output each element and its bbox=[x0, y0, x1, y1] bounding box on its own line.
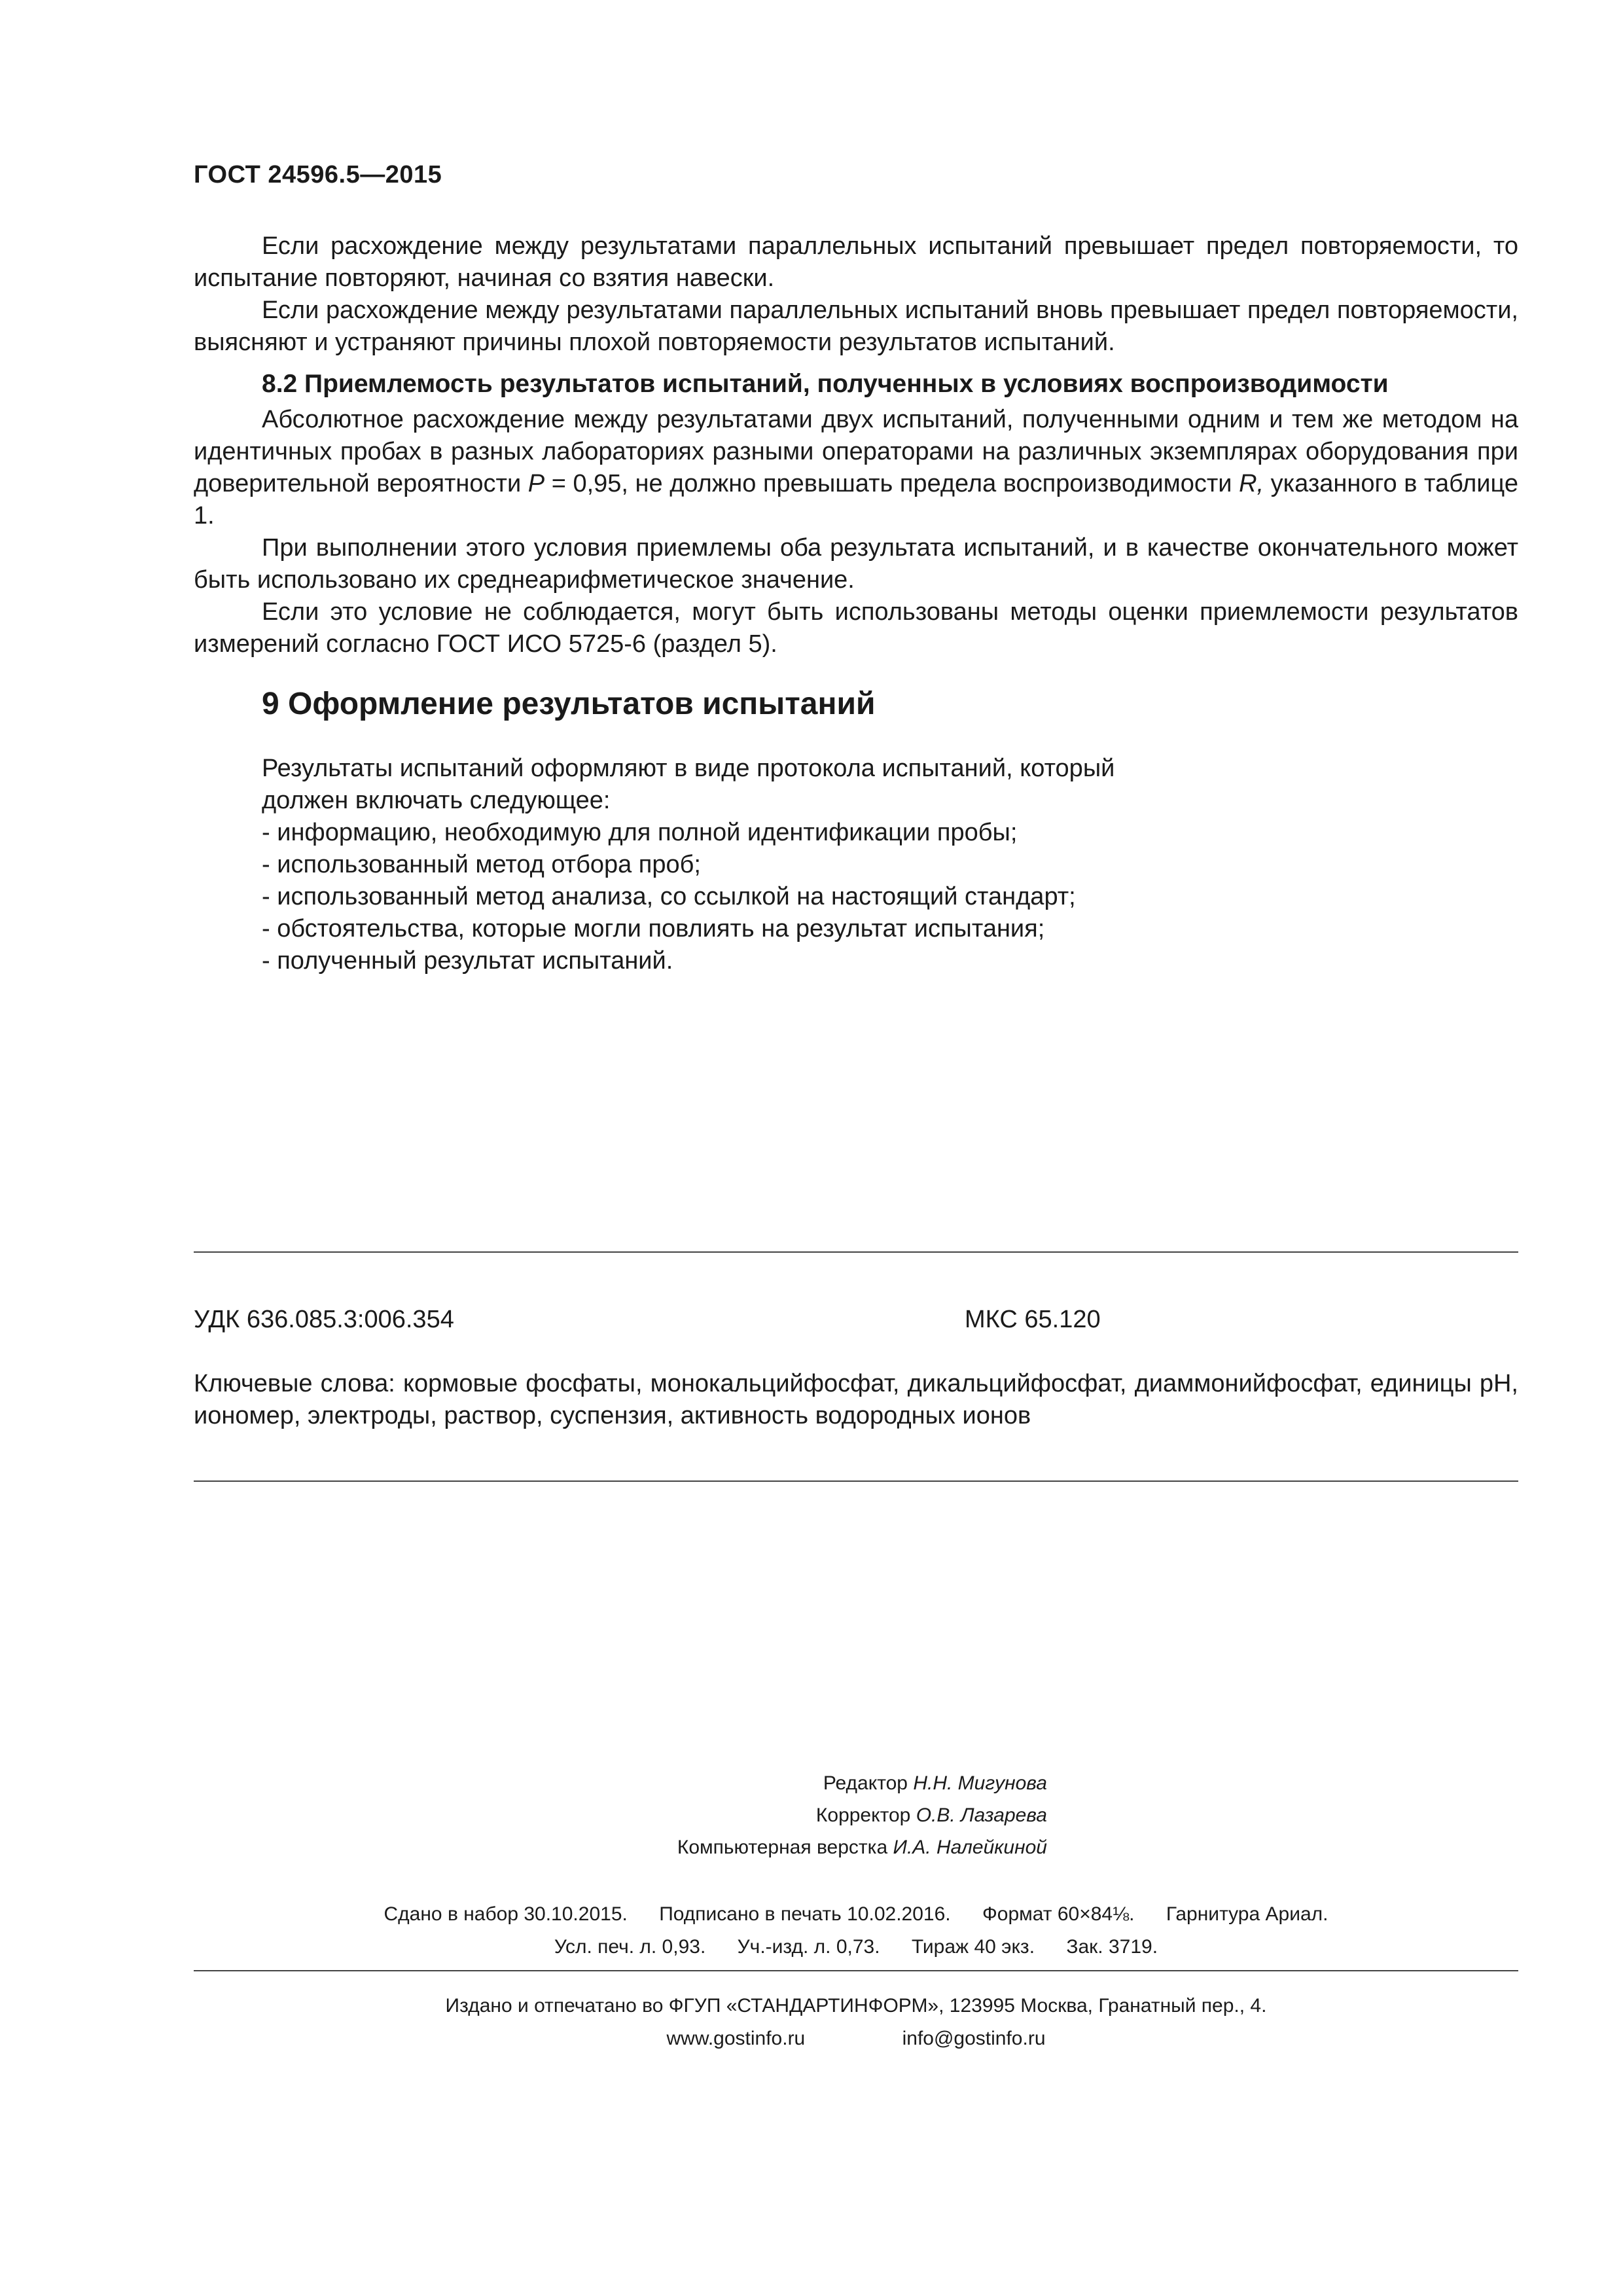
list-item: - использованный метод анализа, со ссылкой на настоящий стандарт; bbox=[262, 883, 1076, 910]
body-text bbox=[194, 230, 1518, 660]
credit-editor-name: Н.Н. Мигунова bbox=[913, 1772, 1047, 1794]
print-info bbox=[194, 1898, 1518, 1964]
publisher-line: Издано и отпечатано во ФГУП «СТАНДАРТИНФОРМ», 123995 Москва, Гранатный пер., 4. bbox=[445, 1995, 1267, 2017]
divider-top bbox=[194, 1251, 1518, 1253]
paragraph-reproducibility-part-a: Абсолютное расхождение между результатами двух испытаний, полученными одним и тем же методом на идентичных пробах в разных лабораториях разными операторами на различных экземплярах оборудования при доверительной вероятности bbox=[194, 406, 1518, 497]
email-link[interactable]: info@gostinfo.ru bbox=[902, 2028, 1046, 2049]
credit-editor bbox=[641, 1767, 1047, 1799]
section-9-content bbox=[262, 753, 1309, 977]
edition-sheets: Уч.-изд. л. 0,73. bbox=[737, 1936, 880, 1958]
paragraph-repeatability-2: Если расхождение между результатами параллельных испытаний вновь превышает предел повторяемости, выясняют и устраняют причины плохой повторяемости результатов испытаний. bbox=[194, 296, 1518, 356]
list-item: - полученный результат испытаний. bbox=[262, 947, 673, 975]
section-9-title: 9 Оформление результатов испытаний bbox=[262, 687, 876, 721]
variable-p: P bbox=[527, 470, 545, 497]
mks-code: МКС 65.120 bbox=[965, 1306, 1101, 1333]
typeface: Гарнитура Ариал. bbox=[1166, 1903, 1329, 1925]
paragraph-reproducibility-part-b: = 0,95, не должно превышать предела воспроизводимости bbox=[544, 470, 1240, 497]
divider-middle bbox=[194, 1480, 1518, 1482]
credit-layout bbox=[641, 1831, 1047, 1863]
credit-editor-label: Редактор bbox=[823, 1772, 908, 1794]
section-9-line: должен включать следующее: bbox=[262, 787, 611, 814]
credit-corrector-name: О.В. Лазарева bbox=[916, 1804, 1047, 1826]
keywords: Ключевые слова: кормовые фосфаты, монокальцийфосфат, дикальцийфосфат, диаммонийфосфат, единицы pH, иономер, электроды, раствор, суспензия, активность водородных ионов bbox=[194, 1370, 1518, 1429]
credits-block bbox=[641, 1767, 1047, 1863]
paragraph-acceptance: При выполнении этого условия приемлемы оба результата испытаний, и в качестве окончательного может быть использовано их среднеарифметическое значение. bbox=[194, 534, 1518, 594]
print-info-line-1 bbox=[194, 1898, 1518, 1931]
variable-r: R, bbox=[1239, 470, 1264, 497]
credit-corrector bbox=[641, 1799, 1047, 1831]
website-link[interactable]: www.gostinfo.ru bbox=[666, 2028, 806, 2049]
list-item: - использованный метод отбора проб; bbox=[262, 851, 701, 878]
udk-code: УДК 636.085.3:006.354 bbox=[194, 1306, 454, 1333]
signed-date: Подписано в печать 10.02.2016. bbox=[659, 1903, 951, 1925]
credit-corrector-label: Корректор bbox=[815, 1804, 911, 1826]
list-item: - обстоятельства, которые могли повлиять на результат испытания; bbox=[262, 915, 1045, 942]
publisher-block bbox=[194, 1990, 1518, 2055]
paragraph-reproducibility bbox=[194, 404, 1518, 532]
printed-sheets: Усл. печ. л. 0,93. bbox=[554, 1936, 706, 1958]
paragraph-non-compliance: Если это условие не соблюдается, могут быть использованы методы оценки приемлемости результатов измерений согласно ГОСТ ИСО 5725-6 (раздел 5). bbox=[194, 598, 1518, 658]
credit-layout-name: И.А. Налейкиной bbox=[893, 1837, 1047, 1858]
divider-bottom bbox=[194, 1970, 1518, 1971]
submitted-date: Сдано в набор 30.10.2015. bbox=[383, 1903, 628, 1925]
credit-layout-label: Компьютерная верстка bbox=[677, 1837, 888, 1858]
paragraph-repeatability-1: Если расхождение между результатами параллельных испытаний превышает предел повторяемости, то испытание повторяют, начиная со взятия навески. bbox=[194, 232, 1518, 292]
publisher-contacts bbox=[194, 2022, 1518, 2055]
document-header: ГОСТ 24596.5—2015 bbox=[194, 161, 442, 188]
order-number: Зак. 3719. bbox=[1066, 1936, 1158, 1958]
print-run: Тираж 40 экз. bbox=[911, 1936, 1035, 1958]
paragraph-reproducibility-part-c: указанного в таблице 1. bbox=[194, 470, 1519, 529]
section-9-line: Результаты испытаний оформляют в виде протокола испытаний, который bbox=[262, 755, 1115, 782]
paper-format: Формат 60×84⅛. bbox=[982, 1903, 1135, 1925]
list-item: - информацию, необходимую для полной идентификации пробы; bbox=[262, 819, 1018, 846]
print-info-line-2 bbox=[194, 1931, 1518, 1964]
subheading-8-2: 8.2 Приемлемость результатов испытаний, полученных в условиях воспроизводимости bbox=[262, 370, 1389, 398]
